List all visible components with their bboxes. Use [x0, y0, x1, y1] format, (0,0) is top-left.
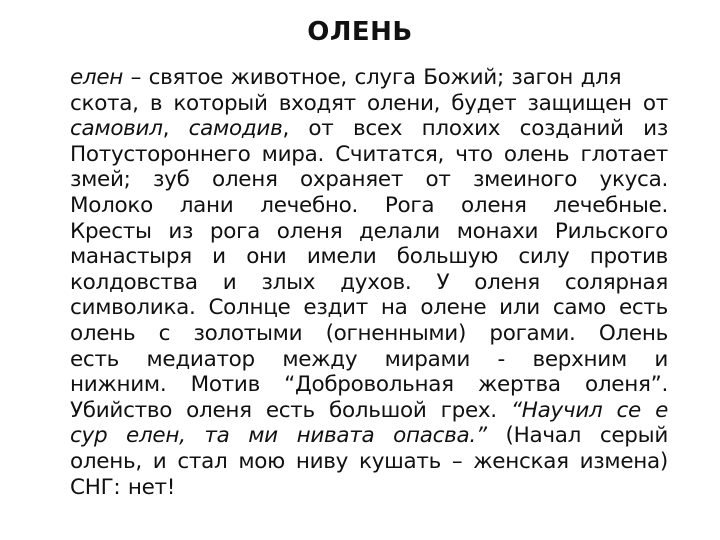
text-segment: (Начал серый: [486, 423, 668, 449]
text-line: [70, 372, 668, 398]
text-segment: – святое животное, слуга Божий; загон для: [123, 65, 622, 90]
text-line: [70, 423, 668, 449]
text-segment: символика. Солнце ездит на олене или само есть: [70, 295, 668, 321]
text-segment: Кресты из рога оленя делали монахи Рильского: [70, 218, 668, 244]
text-segment: олень с золотыми (огненными) рогами. Олень: [70, 320, 668, 346]
slide-body-text: [70, 65, 668, 500]
text-line: [70, 321, 668, 347]
italic-text-segment: самовил: [70, 116, 163, 142]
text-line: [70, 295, 668, 321]
text-line: [70, 398, 668, 424]
text-segment: скота, в который входят олени, будет защищен от: [70, 90, 668, 116]
italic-text-segment: самодив: [188, 116, 283, 142]
text-line: [70, 193, 668, 219]
text-line: [70, 167, 668, 193]
text-segment: СНГ: нет!: [70, 474, 176, 500]
text-segment: олень, и стал мою ниву кушать – женская измена): [70, 448, 668, 474]
text-line: [70, 91, 668, 117]
text-segment: есть медиатор между мирами - верхним и: [70, 346, 668, 372]
text-segment: колдовства и злых духов. У оленя солярная: [70, 269, 668, 295]
text-line: [70, 475, 668, 501]
italic-text-segment: сур елен, та ми нивата опасва.”: [70, 423, 487, 449]
text-line: [70, 142, 668, 168]
text-line: [70, 244, 668, 270]
text-segment: Потустороннего мира. Считатся, что олень глотает: [70, 141, 668, 167]
text-segment: , от всех плохих созданий из: [282, 116, 668, 142]
text-segment: нижним. Мотив “Добровольная жертва оленя”.: [70, 372, 668, 398]
text-line: [70, 219, 668, 245]
slide-title: ОЛЕНЬ: [307, 17, 413, 47]
text-segment: Молоко лани лечебно. Рога оленя лечебные.: [70, 192, 668, 218]
text-segment: ,: [162, 116, 189, 142]
text-line: [70, 65, 668, 91]
text-segment: манастыря и они имели большую силу против: [70, 244, 668, 270]
text-line: [70, 347, 668, 373]
text-line: [70, 270, 668, 296]
text-line: [70, 116, 668, 142]
text-segment: змей; зуб оленя охраняет от змеиного укуса.: [70, 167, 668, 193]
italic-text-segment: елен: [70, 65, 124, 90]
text-segment: Убийство оленя есть большой грех.: [70, 397, 511, 423]
text-line: [70, 449, 668, 475]
italic-text-segment: “Научил се е: [510, 397, 668, 423]
